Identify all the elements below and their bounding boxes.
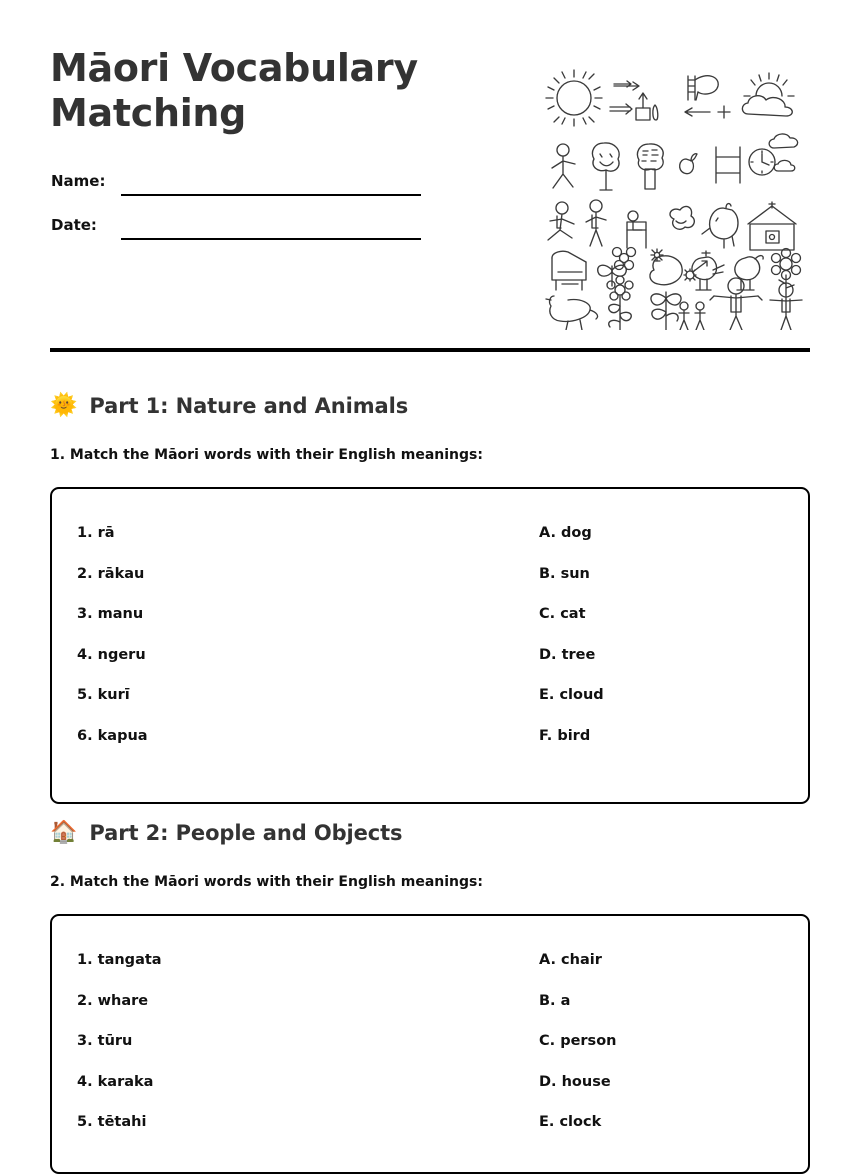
english-meaning[interactable]: E. cloud: [539, 687, 604, 703]
name-row: [51, 164, 481, 208]
armchair-doodle: [552, 251, 586, 290]
maori-term[interactable]: 4. ngeru: [77, 646, 146, 663]
cloud-doodles: [769, 134, 798, 171]
maori-term[interactable]: 3. tūru: [77, 1033, 133, 1049]
section-header-part-1: [50, 391, 408, 421]
date-write-line[interactable]: [121, 238, 421, 240]
house-icon: 🏠: [50, 820, 78, 845]
english-meaning[interactable]: A. dog: [539, 525, 592, 541]
hen-doodle: [702, 204, 738, 248]
question-prompt-1: 1. Match the Māori words with their English meanings:: [50, 447, 483, 463]
frame-doodle: [716, 147, 740, 183]
english-meaning[interactable]: A. chair: [539, 952, 602, 968]
arrow-doodles: [610, 81, 639, 114]
ladder-bird-doodle: [688, 76, 718, 100]
english-meaning[interactable]: B. sun: [539, 565, 590, 582]
matching-row: [52, 566, 808, 607]
matching-row: [52, 952, 808, 993]
matching-row: [52, 647, 808, 688]
name-write-line[interactable]: [121, 194, 421, 196]
matching-row: [52, 1114, 808, 1155]
sun-doodle: [546, 70, 602, 126]
page-title: Māori Vocabulary Matching: [50, 46, 418, 135]
maori-term[interactable]: 5. kurī: [77, 687, 130, 703]
matching-row: [52, 1033, 808, 1074]
matching-box-part-1: [50, 487, 810, 804]
person-arms-out-doodle: [710, 278, 762, 330]
seedling-box-doodle: [636, 93, 658, 120]
house-doodle: [748, 202, 796, 250]
date-row: [51, 208, 481, 252]
matching-box-part-2: [50, 914, 810, 1174]
duck-doodle: [650, 256, 682, 285]
english-meaning[interactable]: C. cat: [539, 606, 586, 622]
running-person-doodle: [548, 202, 574, 240]
maori-term[interactable]: 4. karaka: [77, 1073, 154, 1090]
patterned-tree-doodle: [637, 144, 663, 189]
chick-cloud-doodle: [670, 206, 694, 229]
maori-term[interactable]: 1. rā: [77, 525, 115, 541]
goose-doodle: [546, 296, 598, 330]
matching-row: [52, 728, 808, 769]
student-info-block: [51, 164, 481, 252]
tree-face-doodle: [592, 143, 619, 190]
matching-row: [52, 1074, 808, 1115]
sun-cloud-doodle: [742, 73, 794, 116]
english-meaning[interactable]: F. bird: [539, 727, 591, 744]
question-prompt-2: 2. Match the Māori words with their English meanings:: [50, 874, 483, 890]
clock-doodle: [749, 149, 775, 175]
english-meaning[interactable]: D. house: [539, 1073, 611, 1090]
english-meaning[interactable]: D. tree: [539, 646, 596, 663]
header-divider: [50, 348, 810, 352]
section-title-part-2: Part 2: People and Objects: [89, 821, 403, 845]
two-children-doodle: [679, 302, 705, 330]
matching-row: [52, 525, 808, 566]
section-title-part-1: Part 1: Nature and Animals: [89, 394, 409, 418]
standing-bird-doodle-1: [692, 251, 724, 290]
sun-with-face-icon: 🌞: [50, 393, 78, 418]
english-meaning[interactable]: B. a: [539, 992, 571, 1009]
worksheet-header: [50, 46, 810, 326]
section-header-part-2: [50, 818, 402, 848]
sunflower-doodle: [772, 249, 801, 297]
name-label: Name:: [51, 172, 106, 190]
standing-bird-doodle-2: [735, 256, 763, 290]
english-meaning[interactable]: E. clock: [539, 1114, 602, 1130]
maori-term[interactable]: 3. manu: [77, 606, 144, 622]
maori-term[interactable]: 6. kapua: [77, 727, 148, 744]
maori-term[interactable]: 2. rākau: [77, 565, 145, 582]
matching-row: [52, 606, 808, 647]
maori-term[interactable]: 1. tangata: [77, 952, 162, 968]
tall-flower-doodle: [607, 276, 633, 330]
matching-row: [52, 687, 808, 728]
english-meaning[interactable]: C. person: [539, 1033, 617, 1049]
doodle-collage-illustration: [538, 58, 810, 330]
fruit-doodle: [680, 154, 697, 174]
walking-person-doodle: [552, 144, 575, 188]
maori-term[interactable]: 5. tētahi: [77, 1114, 147, 1130]
seated-person-doodle: [627, 211, 646, 248]
leafy-plant-doodle: [651, 292, 681, 330]
maori-term[interactable]: 2. whare: [77, 992, 149, 1009]
matching-row: [52, 993, 808, 1034]
date-label: Date:: [51, 216, 97, 234]
standing-person-doodle: [586, 200, 606, 246]
left-arrow-plus-doodle: [685, 106, 730, 118]
